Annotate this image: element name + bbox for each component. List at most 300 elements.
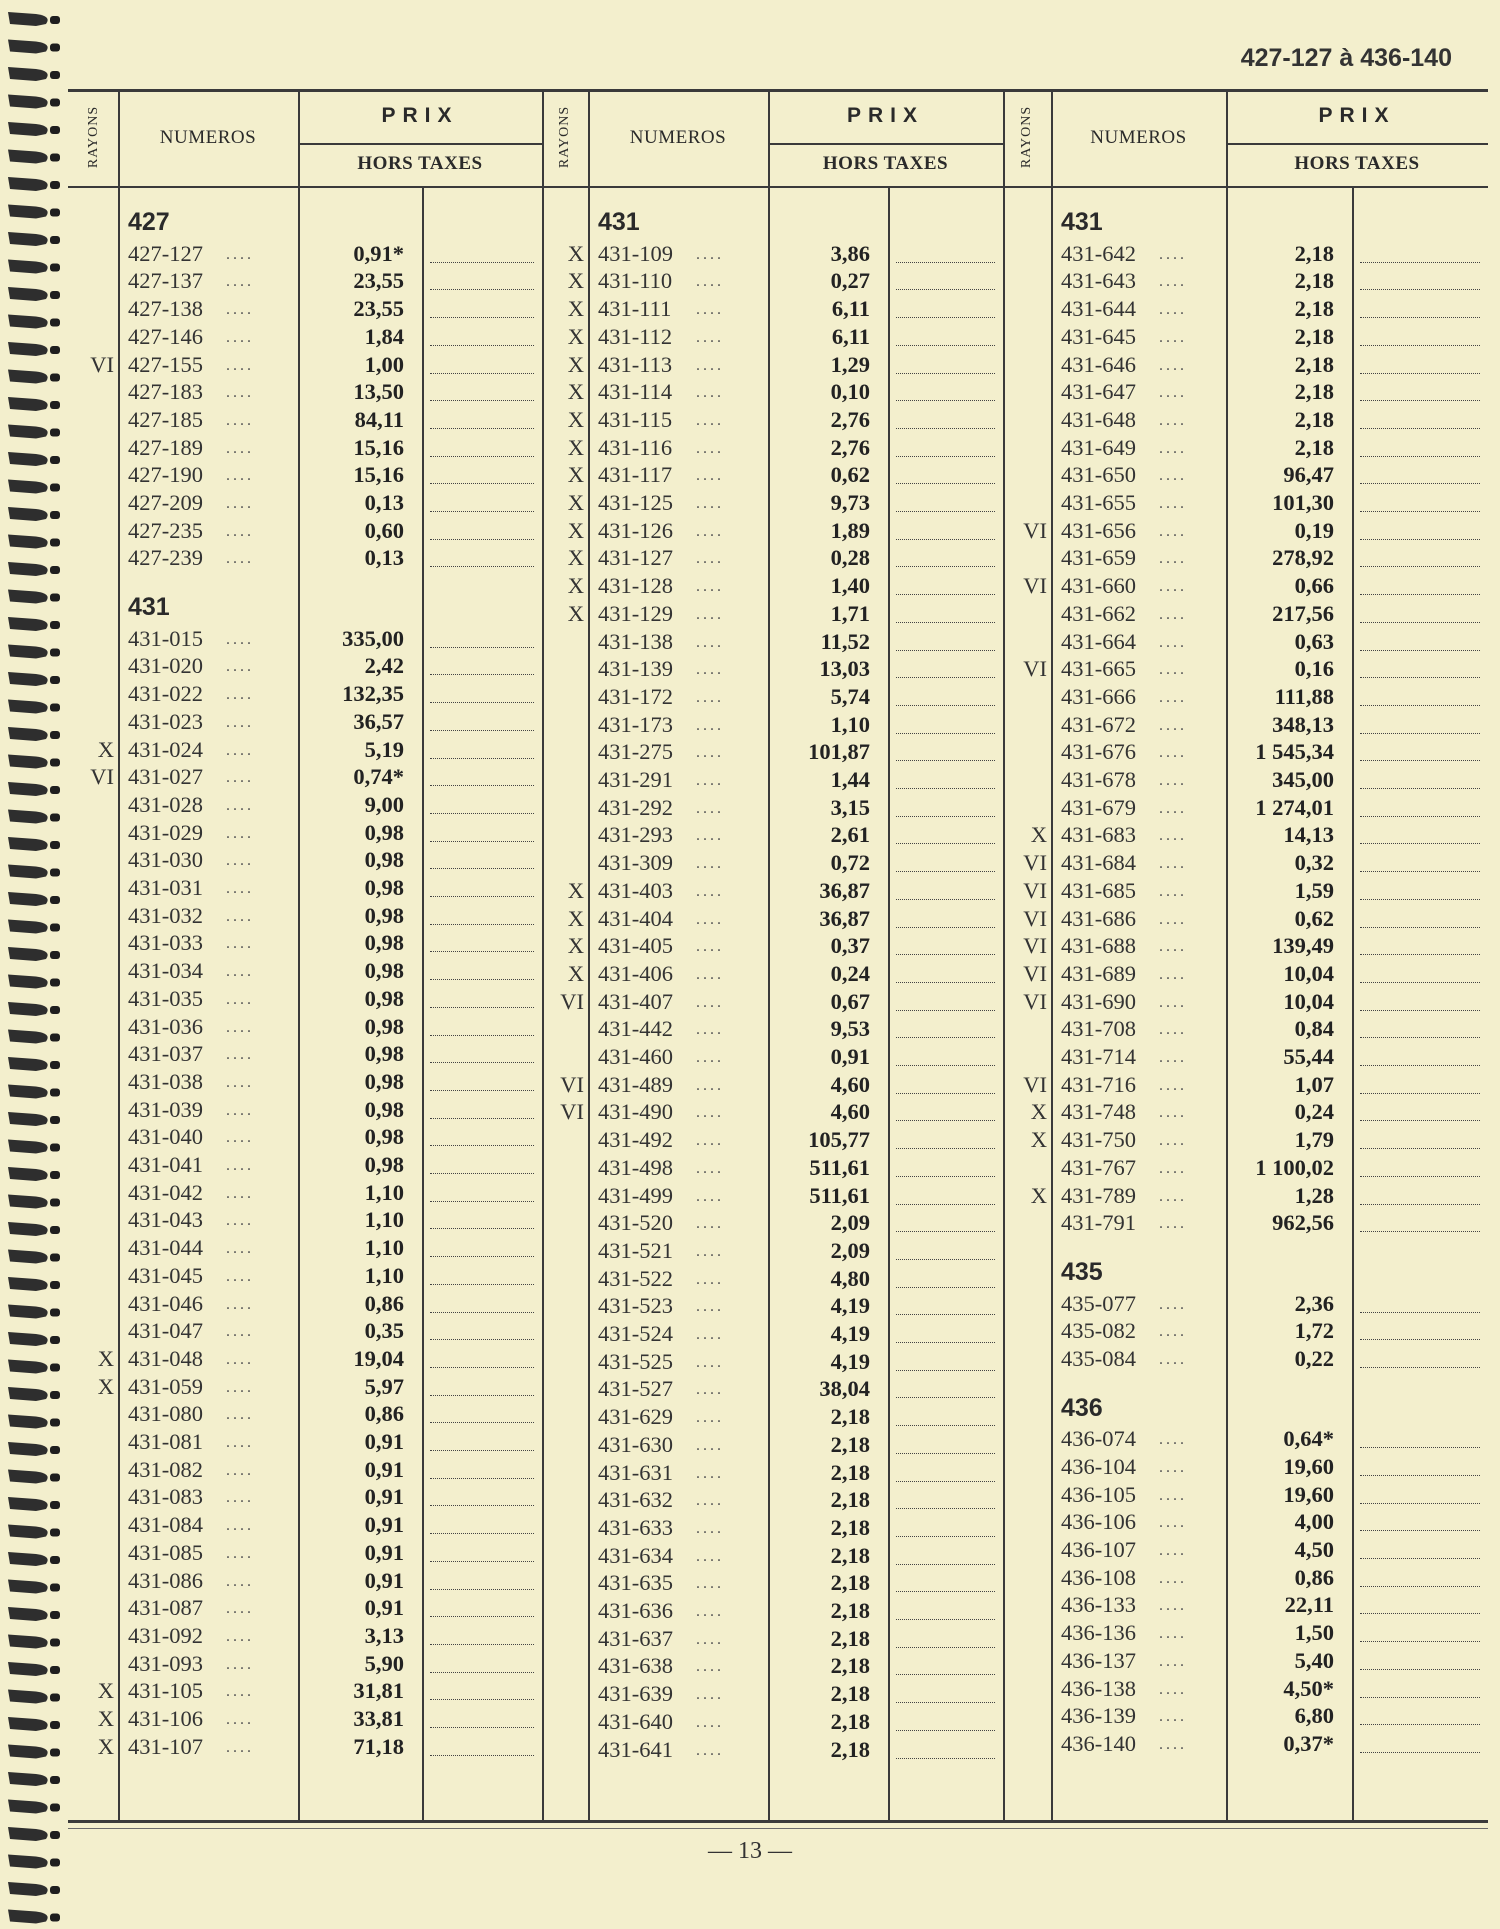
leader-dots: ....	[226, 852, 254, 870]
rayon-code: X	[1030, 1099, 1047, 1125]
table-row	[542, 1126, 1003, 1153]
price-entry-line	[430, 813, 534, 814]
price-entry-line	[430, 951, 534, 952]
binding-ring	[8, 1772, 60, 1786]
binding-ring	[8, 425, 60, 439]
leader-dots: ....	[226, 1101, 254, 1119]
item-number: 431-059	[128, 1373, 203, 1399]
rayon-code: X	[97, 1733, 114, 1759]
price-entry-line	[896, 566, 995, 567]
binding-ring	[8, 507, 60, 521]
leader-dots: ....	[696, 411, 724, 429]
price-entry-line	[1360, 1558, 1480, 1559]
table-row	[1003, 461, 1488, 488]
item-number: 431-460	[598, 1044, 673, 1069]
price-entry-line	[430, 1755, 534, 1756]
prix-header-rule	[768, 143, 1003, 145]
price-entry-line	[1360, 1697, 1480, 1698]
item-number: 431-129	[598, 600, 673, 626]
price-entry-line	[896, 788, 995, 789]
price-entry-line	[1360, 1724, 1480, 1725]
item-price: 0,86	[364, 1401, 404, 1427]
leader-dots: ....	[696, 1575, 724, 1593]
table-row	[542, 1375, 1003, 1402]
item-number: 431-521	[598, 1237, 673, 1263]
prix-header: PRIX	[1318, 104, 1396, 127]
item-price: 19,60	[1283, 1453, 1334, 1479]
table-row	[70, 267, 542, 294]
item-number: 431-750	[1061, 1127, 1136, 1153]
table-row	[542, 988, 1003, 1015]
item-number: 431-127	[598, 545, 673, 571]
table-row	[1003, 1508, 1488, 1535]
table-row	[70, 1179, 542, 1206]
binding-ring	[8, 1277, 60, 1291]
item-price: 0,13	[364, 490, 404, 515]
price-entry-line	[896, 539, 995, 540]
item-number: 436-133	[1061, 1592, 1136, 1618]
table-row	[1003, 1619, 1488, 1646]
binding-ring	[8, 947, 60, 961]
leader-dots: ....	[226, 1323, 254, 1341]
price-entry-line	[430, 566, 534, 567]
item-number: 431-293	[598, 822, 673, 848]
item-number: 431-489	[598, 1071, 673, 1097]
leader-dots: ....	[696, 578, 724, 596]
price-entry-line	[1360, 760, 1480, 761]
header-bottom-rule	[68, 186, 1488, 188]
item-price: 3,86	[830, 240, 870, 266]
table-row	[1003, 406, 1488, 433]
table-row	[70, 544, 542, 571]
item-number: 431-748	[1061, 1099, 1136, 1125]
table-row	[1003, 489, 1488, 516]
item-price: 15,16	[353, 462, 404, 488]
rayon-code: VI	[560, 1099, 584, 1125]
price-entry-line	[1360, 317, 1480, 318]
binding-ring	[8, 1442, 60, 1456]
table-row	[542, 351, 1003, 378]
leader-dots: ....	[226, 630, 254, 648]
rayon-code: X	[1030, 822, 1047, 848]
price-entry-line	[896, 927, 995, 928]
item-price: 278,92	[1272, 545, 1334, 571]
item-number: 436-138	[1061, 1675, 1136, 1701]
leader-dots: ....	[1159, 1514, 1187, 1532]
leader-dots: ....	[226, 1378, 254, 1396]
item-price: 139,49	[1272, 933, 1334, 959]
rayon-code: X	[567, 351, 584, 377]
item-price: 0,91	[364, 1595, 404, 1621]
price-entry-line	[1360, 262, 1480, 263]
item-price: 0,63	[1294, 628, 1334, 654]
running-head: 427-127 à 436-140	[1240, 44, 1452, 72]
table-row	[70, 929, 542, 956]
table-row	[1003, 655, 1488, 682]
price-entry-line	[1360, 816, 1480, 817]
item-price: 9,73	[830, 490, 870, 515]
item-price: 511,61	[809, 1182, 870, 1208]
price-entry-line	[896, 317, 995, 318]
leader-dots: ....	[226, 1627, 254, 1645]
binding-ring	[8, 1250, 60, 1264]
item-price: 22,11	[1284, 1592, 1334, 1618]
table-row	[1003, 905, 1488, 932]
leader-dots: ....	[696, 993, 724, 1011]
item-price: 2,18	[1294, 268, 1334, 294]
table-row	[1003, 517, 1488, 544]
leader-dots: ....	[226, 1600, 254, 1618]
table-row	[70, 652, 542, 679]
item-number: 431-520	[598, 1210, 673, 1236]
price-entry-line	[896, 594, 995, 595]
item-price: 38,04	[819, 1376, 870, 1402]
binding-ring	[8, 12, 60, 26]
item-price: 9,53	[830, 1016, 870, 1042]
item-number: 431-015	[128, 625, 203, 651]
item-price: 4,50	[1294, 1537, 1334, 1563]
table-row	[542, 434, 1003, 461]
table-row	[1003, 1345, 1488, 1372]
price-entry-line	[1360, 871, 1480, 872]
group-heading: 431	[598, 208, 640, 236]
item-price: 33,81	[353, 1706, 404, 1732]
item-price: 2,09	[830, 1210, 870, 1236]
item-price: 2,18	[830, 1598, 870, 1623]
leader-dots: ....	[1159, 799, 1187, 817]
binding-ring	[8, 1085, 60, 1099]
price-entry-line	[1360, 1037, 1480, 1038]
item-price: 55,44	[1283, 1044, 1334, 1069]
item-number: 436-108	[1061, 1564, 1136, 1590]
binding-ring	[8, 40, 60, 54]
binding-ring	[8, 645, 60, 659]
price-entry-line	[896, 345, 995, 346]
item-price: 1,10	[830, 711, 870, 737]
item-number: 431-048	[128, 1345, 203, 1371]
leader-dots: ....	[696, 716, 724, 734]
table-row	[1003, 1209, 1488, 1236]
item-price: 0,24	[830, 960, 870, 986]
group-heading: 427	[128, 208, 170, 236]
binding-ring	[8, 1910, 60, 1924]
table-row	[70, 736, 542, 763]
price-entry-line	[1360, 428, 1480, 429]
binding-ring	[8, 122, 60, 136]
leader-dots: ....	[226, 1212, 254, 1230]
table-row	[1003, 1481, 1488, 1508]
leader-dots: ....	[226, 1489, 254, 1507]
item-number: 431-043	[128, 1207, 203, 1233]
table-row	[70, 517, 542, 544]
item-number: 431-672	[1061, 711, 1136, 737]
binding-ring	[8, 617, 60, 631]
item-price: 15,16	[353, 434, 404, 460]
item-number: 431-034	[128, 958, 203, 984]
item-price: 0,27	[830, 268, 870, 294]
item-number: 431-110	[598, 268, 673, 294]
table-row	[542, 877, 1003, 904]
table-row	[542, 1569, 1003, 1596]
table-row	[1003, 600, 1488, 627]
leader-dots: ....	[696, 1519, 724, 1537]
item-number: 431-767	[1061, 1154, 1136, 1180]
leader-dots: ....	[696, 273, 724, 291]
price-entry-line	[430, 1118, 534, 1119]
page-number: — 13 —	[708, 1838, 792, 1864]
price-entry-line	[430, 539, 534, 540]
table-row	[70, 819, 542, 846]
item-number: 431-679	[1061, 794, 1136, 820]
rayon-code: X	[567, 268, 584, 294]
item-price: 1,89	[830, 517, 870, 543]
table-row	[1003, 877, 1488, 904]
item-price: 10,04	[1283, 988, 1334, 1014]
table-row	[1003, 1182, 1488, 1209]
leader-dots: ....	[226, 658, 254, 676]
rayon-code: VI	[1023, 1071, 1047, 1097]
leader-dots: ....	[696, 1298, 724, 1316]
leader-dots: ....	[696, 384, 724, 402]
table-row	[70, 985, 542, 1012]
price-entry-line	[430, 1672, 534, 1673]
table-row	[542, 1015, 1003, 1042]
leader-dots: ....	[696, 855, 724, 873]
rayon-code: VI	[1023, 656, 1047, 682]
item-number: 431-648	[1061, 406, 1136, 432]
leader-dots: ....	[226, 522, 254, 540]
item-number: 431-656	[1061, 517, 1136, 543]
price-entry-line	[1360, 594, 1480, 595]
item-number: 431-024	[128, 736, 203, 762]
leader-dots: ....	[696, 1353, 724, 1371]
leader-dots: ....	[226, 1073, 254, 1091]
price-entry-line	[1360, 1010, 1480, 1011]
item-number: 431-128	[598, 573, 673, 599]
item-price: 1,10	[364, 1262, 404, 1288]
price-entry-line	[896, 373, 995, 374]
leader-dots: ....	[226, 1517, 254, 1535]
price-entry-line	[1360, 1475, 1480, 1476]
price-entry-line	[896, 1287, 995, 1288]
item-number: 431-643	[1061, 268, 1136, 294]
table-row	[70, 1151, 542, 1178]
table-row	[70, 1705, 542, 1732]
rayon-code: X	[567, 462, 584, 488]
binding-ring	[8, 1305, 60, 1319]
item-number: 431-036	[128, 1013, 203, 1039]
table-row	[1003, 1536, 1488, 1563]
table-row	[542, 267, 1003, 294]
leader-dots: ....	[226, 1572, 254, 1590]
table-row	[542, 683, 1003, 710]
item-price: 1,29	[830, 351, 870, 377]
leader-dots: ....	[696, 1242, 724, 1260]
price-entry-line	[430, 730, 534, 731]
price-entry-line	[430, 373, 534, 374]
leader-dots: ....	[1159, 1652, 1187, 1670]
item-price: 0,35	[364, 1318, 404, 1344]
price-entry-line	[896, 982, 995, 983]
group-heading: 436	[1061, 1393, 1103, 1422]
leader-dots: ....	[226, 1738, 254, 1756]
item-price: 105,77	[808, 1127, 870, 1153]
item-price: 13,50	[353, 379, 404, 405]
item-number: 427-138	[128, 296, 203, 322]
table-row	[1003, 1317, 1488, 1344]
table-row	[70, 1428, 542, 1455]
item-number: 431-125	[598, 490, 673, 515]
price-entry-line	[1360, 566, 1480, 567]
item-price: 345,00	[1272, 767, 1334, 792]
item-price: 2,18	[830, 1487, 870, 1513]
item-number: 431-649	[1061, 434, 1136, 460]
item-number: 431-082	[128, 1456, 203, 1482]
price-entry-line	[430, 841, 534, 842]
table-row	[542, 240, 1003, 267]
item-number: 431-109	[598, 240, 673, 266]
table-row	[1003, 711, 1488, 738]
rayon-code: VI	[90, 351, 114, 377]
price-entry-line	[1360, 1586, 1480, 1587]
rayon-code: X	[567, 600, 584, 626]
price-entry-line	[896, 954, 995, 955]
leader-dots: ....	[696, 1021, 724, 1039]
table-row	[70, 1373, 542, 1400]
leader-dots: ....	[1159, 495, 1187, 512]
price-entry-line	[896, 1093, 995, 1094]
table-row	[1003, 1425, 1488, 1452]
item-number: 431-665	[1061, 656, 1136, 682]
item-price: 19,04	[353, 1345, 404, 1371]
rayon-code: X	[567, 933, 584, 959]
table-row	[542, 1320, 1003, 1347]
item-price: 13,03	[819, 656, 870, 682]
item-price: 23,55	[353, 268, 404, 294]
item-number: 431-022	[128, 681, 203, 707]
item-price: 0,66	[1294, 573, 1334, 599]
table-row	[1003, 1015, 1488, 1042]
item-number: 431-662	[1061, 600, 1136, 626]
item-number: 431-275	[598, 739, 673, 765]
item-number: 431-046	[128, 1290, 203, 1316]
leader-dots: ....	[226, 273, 254, 291]
item-price: 101,30	[1272, 490, 1334, 515]
leader-dots: ....	[1159, 716, 1187, 734]
item-price: 0,24	[1294, 1099, 1334, 1125]
price-entry-line	[1360, 1447, 1480, 1448]
leader-dots: ....	[696, 1132, 724, 1150]
binding-ring	[8, 1497, 60, 1511]
prix-header: PRIX	[381, 104, 459, 127]
item-price: 2,18	[1294, 296, 1334, 322]
table-row	[70, 1123, 542, 1150]
price-entry-line	[896, 1176, 995, 1177]
item-number: 427-209	[128, 490, 203, 515]
table-row	[542, 461, 1003, 488]
group-heading: 431	[1061, 208, 1103, 236]
leader-dots: ....	[226, 686, 254, 704]
item-price: 0,98	[364, 1124, 404, 1150]
item-price: 9,00	[364, 791, 404, 817]
item-number: 431-641	[598, 1736, 673, 1762]
price-entry-line	[896, 1453, 995, 1454]
binding-ring	[8, 1580, 60, 1594]
item-price: 1,50	[1294, 1620, 1334, 1646]
leader-dots: ....	[226, 1683, 254, 1701]
item-number: 431-023	[128, 708, 203, 734]
item-price: 2,18	[830, 1681, 870, 1707]
table-row	[70, 1096, 542, 1123]
item-number: 431-655	[1061, 490, 1136, 515]
rayon-code: VI	[1023, 877, 1047, 903]
price-entry-line	[896, 1342, 995, 1343]
rayon-code: X	[567, 379, 584, 405]
item-number: 431-309	[598, 850, 673, 876]
table-row	[70, 708, 542, 735]
table-row	[1003, 1126, 1488, 1153]
table-row	[542, 1652, 1003, 1679]
item-number: 431-086	[128, 1567, 203, 1593]
item-number: 431-027	[128, 764, 203, 790]
price-entry-line	[1360, 1065, 1480, 1066]
item-price: 1 274,01	[1255, 794, 1334, 820]
table-row	[542, 1708, 1003, 1735]
leader-dots: ....	[696, 245, 724, 263]
binding-ring	[8, 1332, 60, 1346]
item-number: 431-525	[598, 1348, 673, 1374]
item-number: 431-113	[598, 351, 673, 377]
item-number: 435-077	[1061, 1290, 1136, 1316]
leader-dots: ....	[696, 1187, 724, 1205]
binding-ring	[8, 1222, 60, 1236]
table-row	[542, 1514, 1003, 1541]
table-row	[1003, 323, 1488, 350]
table-row	[1003, 628, 1488, 655]
table-row	[542, 1292, 1003, 1319]
binding-ring	[8, 1030, 60, 1044]
item-number: 431-083	[128, 1484, 203, 1510]
item-price: 0,98	[364, 902, 404, 928]
item-price: 0,98	[364, 875, 404, 901]
table-row	[542, 1182, 1003, 1209]
price-entry-line	[896, 1148, 995, 1149]
item-number: 436-107	[1061, 1537, 1136, 1563]
item-number: 431-403	[598, 877, 673, 903]
item-price: 0,32	[1294, 850, 1334, 876]
table-row	[70, 1483, 542, 1510]
item-price: 1,72	[1294, 1318, 1334, 1344]
price-entry-line	[430, 483, 534, 484]
price-entry-line	[430, 924, 534, 925]
leader-dots: ....	[1159, 633, 1187, 651]
table-row	[1003, 295, 1488, 322]
price-entry-line	[896, 1314, 995, 1315]
prix-header-rule	[1226, 143, 1488, 145]
item-number: 431-406	[598, 960, 673, 986]
table-row	[542, 960, 1003, 987]
item-price: 0,13	[364, 545, 404, 571]
price-entry-line	[896, 1425, 995, 1426]
rayons-header: RAYONS	[1019, 105, 1034, 169]
leader-dots: ....	[226, 1655, 254, 1673]
price-entry-line	[896, 816, 995, 817]
item-price: 4,80	[830, 1265, 870, 1291]
item-price: 0,10	[830, 379, 870, 405]
item-price: 0,98	[364, 930, 404, 956]
leader-dots: ....	[696, 1658, 724, 1676]
leader-dots: ....	[1159, 356, 1187, 374]
